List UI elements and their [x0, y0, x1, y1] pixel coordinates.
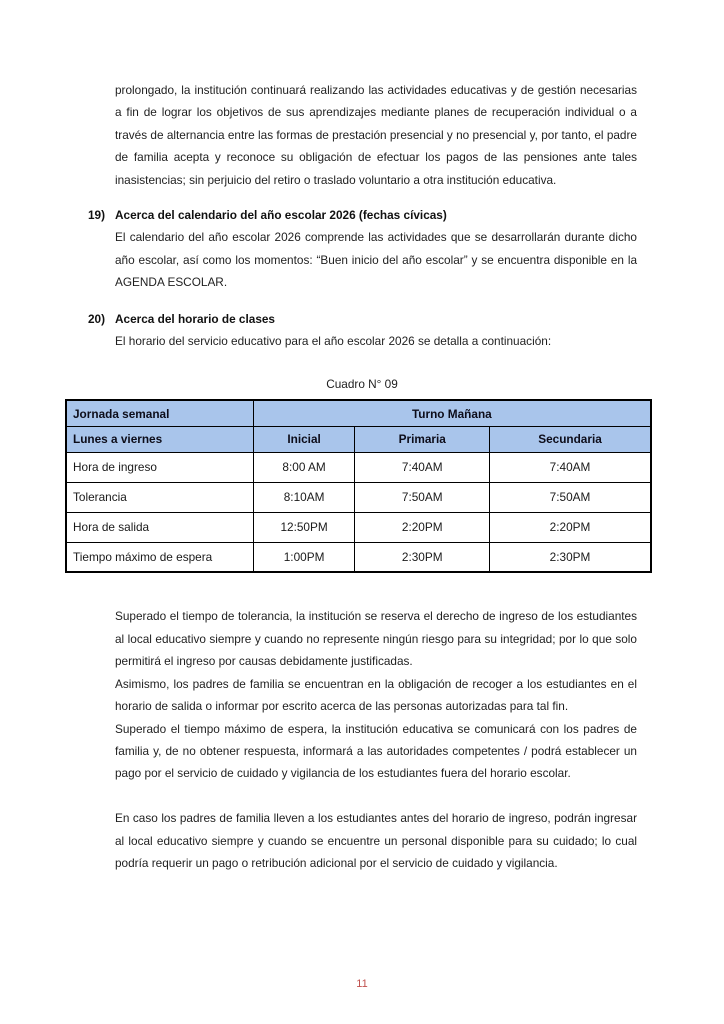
header-corner-cell: Jornada semanal — [66, 400, 253, 426]
cell-inicial: 1:00PM — [253, 542, 355, 572]
paragraph-ingreso-temprano: En caso los padres de familia lleven a los estudiantes antes del horario de ingreso, podrán ingresar al local educativo siempre y cuando se encuentre un personal disponible para su cuidado; lo cual podría requerir un pago o retribución adicional por el servicio de cuidado y vigilancia. — [115, 811, 637, 870]
page-number: 11 — [356, 978, 368, 990]
header-col-inicial: Inicial — [253, 426, 355, 452]
header-group-cell: Turno Mañana — [253, 400, 651, 426]
cell-primaria: 7:40AM — [355, 452, 490, 482]
header-col-primaria: Primaria — [355, 426, 490, 452]
cell-inicial: 8:00 AM — [253, 452, 355, 482]
cell-primaria: 2:20PM — [355, 512, 490, 542]
section-20-title: Acerca del horario de clases — [115, 311, 275, 326]
row-label: Hora de ingreso — [66, 452, 253, 482]
paragraph-recojo: Asimismo, los padres de familia se encuentran en la obligación de recoger a los estudiantes en el horario de salida o informar por escrito acerca de las personas autorizadas para tal fin. — [115, 676, 637, 714]
section-19-body: El calendario del año escolar 2026 comprende las actividades que se desarrollarán durante dicho año escolar, así como los momentos: “Buen inicio del año escolar” y se encuentra disponible en la AGENDA ESCOLAR. — [115, 230, 637, 290]
schedule-table — [65, 399, 652, 573]
cell-inicial: 12:50PM — [253, 512, 355, 542]
paragraph-espera: Superado el tiempo máximo de espera, la institución educativa se comunicará con los padres de familia y, de no obtener respuesta, informará a las autoridades competentes / podrá establecer un pago por el servicio de cuidado y vigilancia de los estudiantes fuera del horario escolar. — [115, 721, 637, 781]
section-20-body: El horario del servicio educativo para el año escolar 2026 se detalla a continuación: — [115, 334, 552, 349]
header-col-secundaria: Secundaria — [490, 426, 651, 452]
section-19-heading — [88, 204, 637, 226]
cell-inicial: 8:10AM — [253, 482, 355, 512]
row-label: Tiempo máximo de espera — [66, 542, 253, 572]
section-19-title: Acerca del calendario del año escolar 2026 (fechas cívicas) — [115, 208, 447, 223]
row-label: Tolerancia — [66, 482, 253, 512]
header-col-days: Lunes a viernes — [66, 426, 253, 452]
cell-primaria: 2:30PM — [355, 542, 490, 572]
cell-secundaria: 7:50AM — [490, 482, 651, 512]
section-19-number: 19) — [88, 208, 106, 223]
table-row — [66, 542, 651, 572]
table-header-row-2 — [66, 426, 651, 452]
row-label: Hora de salida — [66, 512, 253, 542]
cell-secundaria: 2:30PM — [490, 542, 651, 572]
cell-primaria: 7:50AM — [355, 482, 490, 512]
paragraph-tolerancia: Superado el tiempo de tolerancia, la institución se reserva el derecho de ingreso de los estudiantes al local educativo siempre y cuando no represente ningún riesgo para su integridad; por lo que solo permitirá el ingreso por causas debidamente justificadas. — [115, 609, 637, 669]
table-caption: Cuadro N° 09 — [326, 377, 398, 392]
section-20-number: 20) — [88, 311, 106, 326]
table-header-row-1 — [66, 400, 651, 426]
table-row — [66, 512, 651, 542]
intro-paragraph: prolongado, la institución continuará realizando las actividades educativas y de gestión necesarias a fin de lograr los objetivos de sus aprendizajes mediante planes de recuperación individual o a través de alternancia entre las formas de prestación presencial y no presencial y, por tanto, el padre de familia acepta y reconoce su obligación de efectuar los pagos de las pensiones ante tales inasistencias; sin perjuicio del retiro o traslado voluntario a otra institución educativa. — [115, 83, 637, 187]
cell-secundaria: 2:20PM — [490, 512, 651, 542]
cell-secundaria: 7:40AM — [490, 452, 651, 482]
section-20-heading — [88, 308, 637, 330]
table-row — [66, 452, 651, 482]
table-row — [66, 482, 651, 512]
